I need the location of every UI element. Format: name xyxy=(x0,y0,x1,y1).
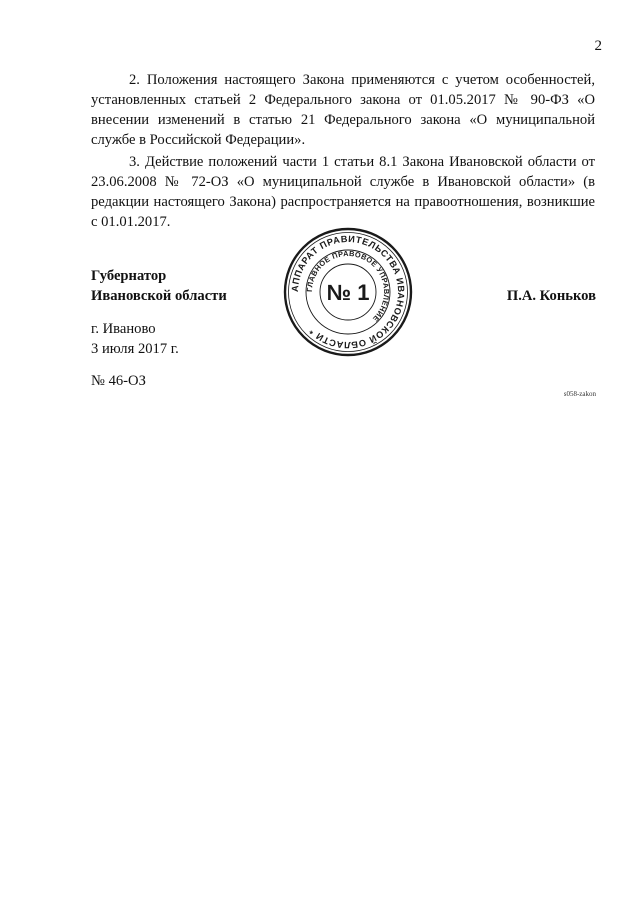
law-number: № 46-ОЗ xyxy=(91,373,146,389)
stamp-inner-text: ГЛАВНОЕ ПРАВОВОЕ УПРАВЛЕНИЕ xyxy=(304,248,392,324)
place-date-block xyxy=(91,319,179,359)
signature-title-line1: Губернатор xyxy=(91,268,167,284)
signature-title-line2: Ивановской области xyxy=(91,288,227,304)
signature-name: П.А. Коньков xyxy=(506,288,596,304)
paragraph-3: 3. Действие положений части 1 статьи 8.1 Закона Ивановской области от 23.06.2008 № 72-ОЗ «О муниципальной службе в Ивановской области» (в редакции настоящего Закона) распространяется на правоотношения, возникшие с 01.01.2017. xyxy=(91,154,595,230)
place: г. Иваново xyxy=(91,321,156,337)
stamp-ring-text: АППАРАТ ПРАВИТЕЛЬСТВА ИВАНОВСКОЙ ОБЛАСТИ * xyxy=(289,233,407,351)
signature-title xyxy=(91,266,227,306)
document-body xyxy=(91,70,595,234)
official-stamp xyxy=(282,226,414,358)
stamp-center-text: № 1 xyxy=(326,280,370,305)
date: 3 июля 2017 г. xyxy=(91,341,179,357)
paragraph-2: 2. Положения настоящего Закона применяются с учетом особенностей, установленных статьей 2 Федерального закона от 01.05.2017 № 90-ФЗ «О внесении изменений в статью 21 Федерального закона «О муниципальной службе в Российской Федерации». xyxy=(91,72,595,148)
page-number: 2 xyxy=(594,38,602,54)
file-code: s058-zakon xyxy=(563,390,596,398)
